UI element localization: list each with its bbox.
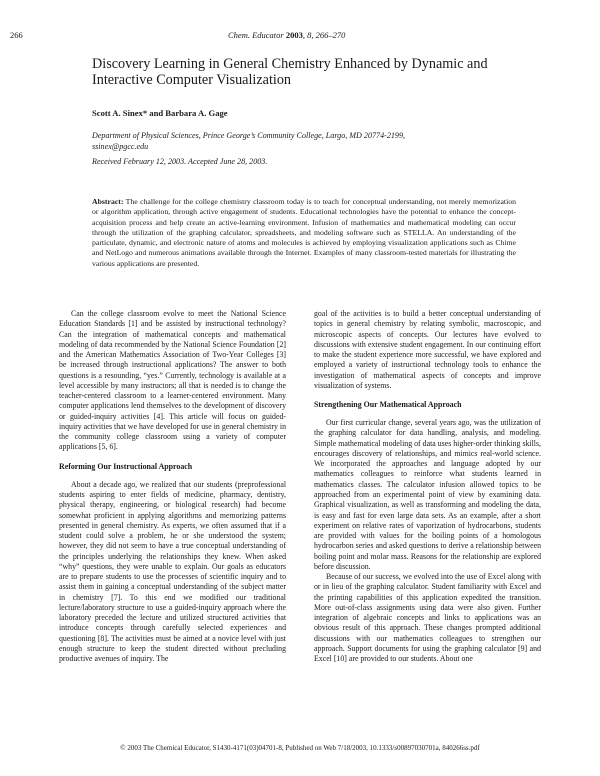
affiliation-block [92,130,512,152]
volume-pages: , 8, 266–270 [302,30,346,40]
paragraph: About a decade ago, we realized that our students (preprofessional students aspiring to enter fields of medicine, pharmacy, dentistry, physical therapy, engineering, or biological research) had become somewhat proficient in applying algorithms and memorizing patterns presented in general chemistry. As experts, we often assumed that if a student could solve a problem, he or she understood the system; however, they did not seem to have a true conceptual understanding of the principles underlying the relationships they knew. When asked “why” questions, they were unable to explain. Our goals as educators are to prepare students to use the processes of scientific inquiry and to assist them in gaining a conceptual understanding of the subject matter in chemistry [7]. To this end we modified our traditional lecture/laboratory structure to use a guided-inquiry approach where the laboratory preceded the lecture and utilized structured activities that introduce concepts through carefully selected experiences and questioning [8]. The activities must be aimed at a novice level with just enough structure to keep the student directed without precluding productive avenues of inquiry. The [59,479,286,664]
article-title: Discovery Learning in General Chemistry Enhanced by Dynamic and Interactive Computer Visualization [92,56,488,88]
page-footer: © 2003 The Chemical Educator, S1430-4171(03)04701-8, Published on Web 7/18/2003, 10.1333/s00897030701a, 840266ss.pdf [120,744,480,752]
paragraph: Our first curricular change, several years ago, was the utilization of the graphing calculator for data handling, analysis, and modeling. Simple mathematical modeling of data uses higher-order thinking skills, encourages discovery of relationships, and mimics real-world science. We incorporated the approaches and language adopted by our mathematics colleagues to reinforce what students learned in mathematics classes. The calculator infusion allowed topics to be approached from an experimental point of view by examining data. Graphical visualization, as well as transforming and modeling the data, is easy and fast for even large data sets. As an example, after a short experiment on relative rates of vaporization of hydrocarbons, students are provided with values for the boiling points of a homologous hydrocarbon series and asked questions to derive a relationship between boiling point and molar mass. Reasons for the relationship are explored before discussion. [314,418,541,571]
page-number: 266 [10,30,23,40]
section-heading: Reforming Our Instructional Approach [59,461,193,471]
received-dates: Received February 12, 2003. Accepted June 28, 2003. [92,157,268,166]
affiliation: Department of Physical Sciences, Prince George’s Community College, Largo, MD 20774-2199, [92,131,406,140]
body-column-left [59,309,286,665]
section-heading: Strengthening Our Mathematical Approach [314,400,462,410]
abstract-text: The challenge for the college chemistry classroom today is to teach for conceptual understanding, not merely memorization or algorithm application, through active engagement of students. Educational technologies have the potential to enhance the concept-acquisition process and help create an active-learning environment. Infusion of mathematics and mathematical modeling can occur through the utilization of the graphing calculator, spreadsheets, and modeling software such as STELLA. An understanding of the particulate, dynamic, and electronic nature of atoms and molecules is achieved by employing visualization applications such as Chime and NetLogo and numerous animations available through the Internet. Examples of many classroom-tested materials for illustrating the various applications are presented. [92,197,516,268]
running-head [228,30,345,40]
authors: Scott A. Sinex* and Barbara A. Gage [92,108,228,118]
journal-name: Chem. Educator [228,30,284,40]
body-column-right [314,309,541,665]
author-email: ssinex@pgcc.edu [92,142,149,151]
abstract [92,197,516,269]
paragraph: goal of the activities is to build a better conceptual understanding of topics in general chemistry by relating symbolic, macroscopic, and microscopic aspects of concepts. Our lectures have evolved to discussions with extensive student engagement. In our continuing effort to make the student experience more successful, we have explored and employed a variety of instructional technology tools to enhance the investigation of mathematical aspects of concepts and improve visualization of systems. [314,309,541,390]
paragraph: Can the college classroom evolve to meet the National Science Education Standards [1] and be assisted by instructional technology? Can the integration of mathematical concepts and mathematical modeling of data recommended by the National Science Foundation [2] and the American Mathematics Association of Two-Year Colleges [3] be increased through instructional applications? The answer to both questions is a resounding, “yes.” Currently, technology is available at a level accessible by many instructors; all that is needed is to change the teacher-centered classroom to a learner-centered environment. Many computer applications lend themselves to the development of discovery or guided-inquiry activities [4]. This article will focus on guided-inquiry activities that we have developed for use in general chemistry in the community college classroom using a variety of computer applications [5, 6]. [59,309,286,452]
journal-year: 2003 [285,30,303,40]
paragraph: Because of our success, we evolved into the use of Excel along with or in lieu of the graphing calculator. Student familiarity with Excel and the printing capabilities of this application expedited the transition. More out-of-class assignments using data were also given. Further integration of algebraic concepts and links to applications was an obvious result of this approach. These changes prompted additional discussions with our mathematics colleagues to strengthen our approach. Support documents for using the graphing calculator [9] and Excel [10] are provided to our students. About one [314,572,541,664]
abstract-label: Abstract: [92,197,124,206]
